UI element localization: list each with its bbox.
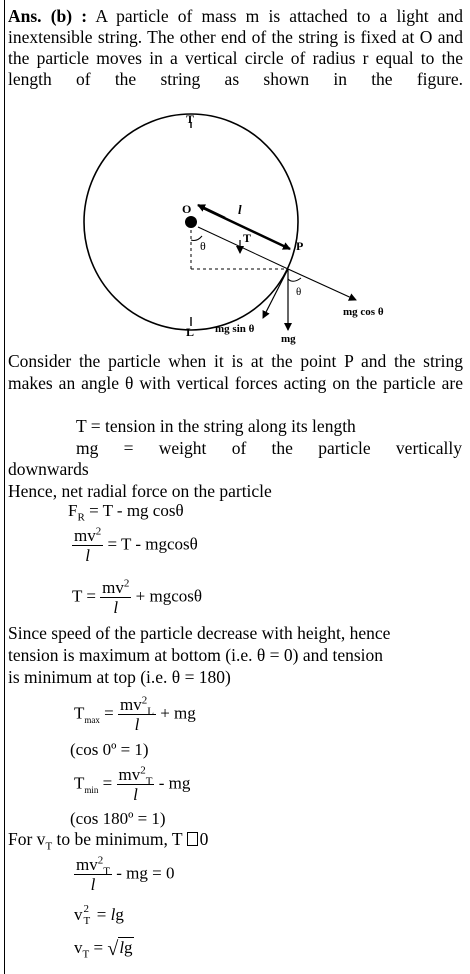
answer-label: Ans. (b) :	[8, 6, 88, 26]
tmax-note: (cos 0º = 1)	[70, 740, 149, 759]
equation-minimum-condition: $\frac{mv^2_T}{l}$ - mg = 0	[76, 854, 175, 894]
origin-label: O	[182, 202, 192, 216]
consider-paragraph: Consider the particle when it is at the point P and the string makes an angle θ with vertical forces acting on the particle are	[8, 351, 463, 393]
since-line-1: Since speed of the particle decrease with height, hence	[8, 623, 391, 643]
mg-cos-label: mg cos θ	[343, 306, 384, 318]
length-label: l	[238, 202, 242, 217]
angle-arc-p	[288, 278, 301, 281]
equation-vt: $v_T = √\lg$	[74, 938, 133, 961]
point-label: P	[296, 239, 304, 253]
hence-line: Hence, net radial force on the particle	[8, 481, 272, 501]
intro-paragraph	[8, 6, 463, 90]
equation-tension: T = $\frac{mv^2}{l}$ + mgcosθ	[72, 577, 203, 617]
mg-sin-arrow	[263, 269, 288, 318]
bottom-label: L	[186, 325, 195, 339]
tension-definition: T = tension in the string along its length	[76, 416, 356, 436]
top-label: T	[186, 112, 195, 126]
left-margin-rule	[4, 0, 5, 974]
equation-vt-squared: v 2 T = lg	[74, 903, 124, 928]
weight-definition-cont: downwards	[8, 459, 89, 479]
circular-motion-figure	[60, 112, 410, 352]
equation-tmax: $T_{max}$ = $\frac{mv^2_L}{l}$ + mg	[74, 694, 196, 734]
string-arrow-o	[198, 205, 225, 218]
since-line-3: is minimum at top (i.e. θ = 180)	[8, 667, 231, 687]
angle-label-o: θ	[200, 239, 206, 253]
mg-sin-label: mg sin θ	[215, 323, 255, 335]
equation-centripetal: $\frac{mv^2}{l}$ = T - mgcosθ	[74, 525, 198, 565]
since-line-2: tension is maximum at bottom (i.e. θ = 0) and tension	[8, 645, 384, 665]
equation-net-force: $F_R = T$ - mg cosθ	[68, 501, 184, 524]
angle-label-p: θ	[296, 286, 302, 298]
tmin-note: (cos 180º = 1)	[70, 809, 166, 828]
weight-definition: mg = weight of the particle vertically	[76, 438, 462, 458]
intro-text: A particle of mass m is attached to a light and inextensible string. The other end of the string is fixed at O and the particle moves in a vertical circle of radius r equal to the length of the string as shown in the figure.	[8, 6, 463, 89]
condition-line: For $v_T$ to be minimum, T 0	[8, 829, 209, 853]
mg-label: mg	[281, 333, 296, 345]
tension-label: T	[243, 231, 252, 245]
equation-tmin: $T_{min}$ = $\frac{mv^2_T}{l}$ - mg	[74, 764, 191, 804]
